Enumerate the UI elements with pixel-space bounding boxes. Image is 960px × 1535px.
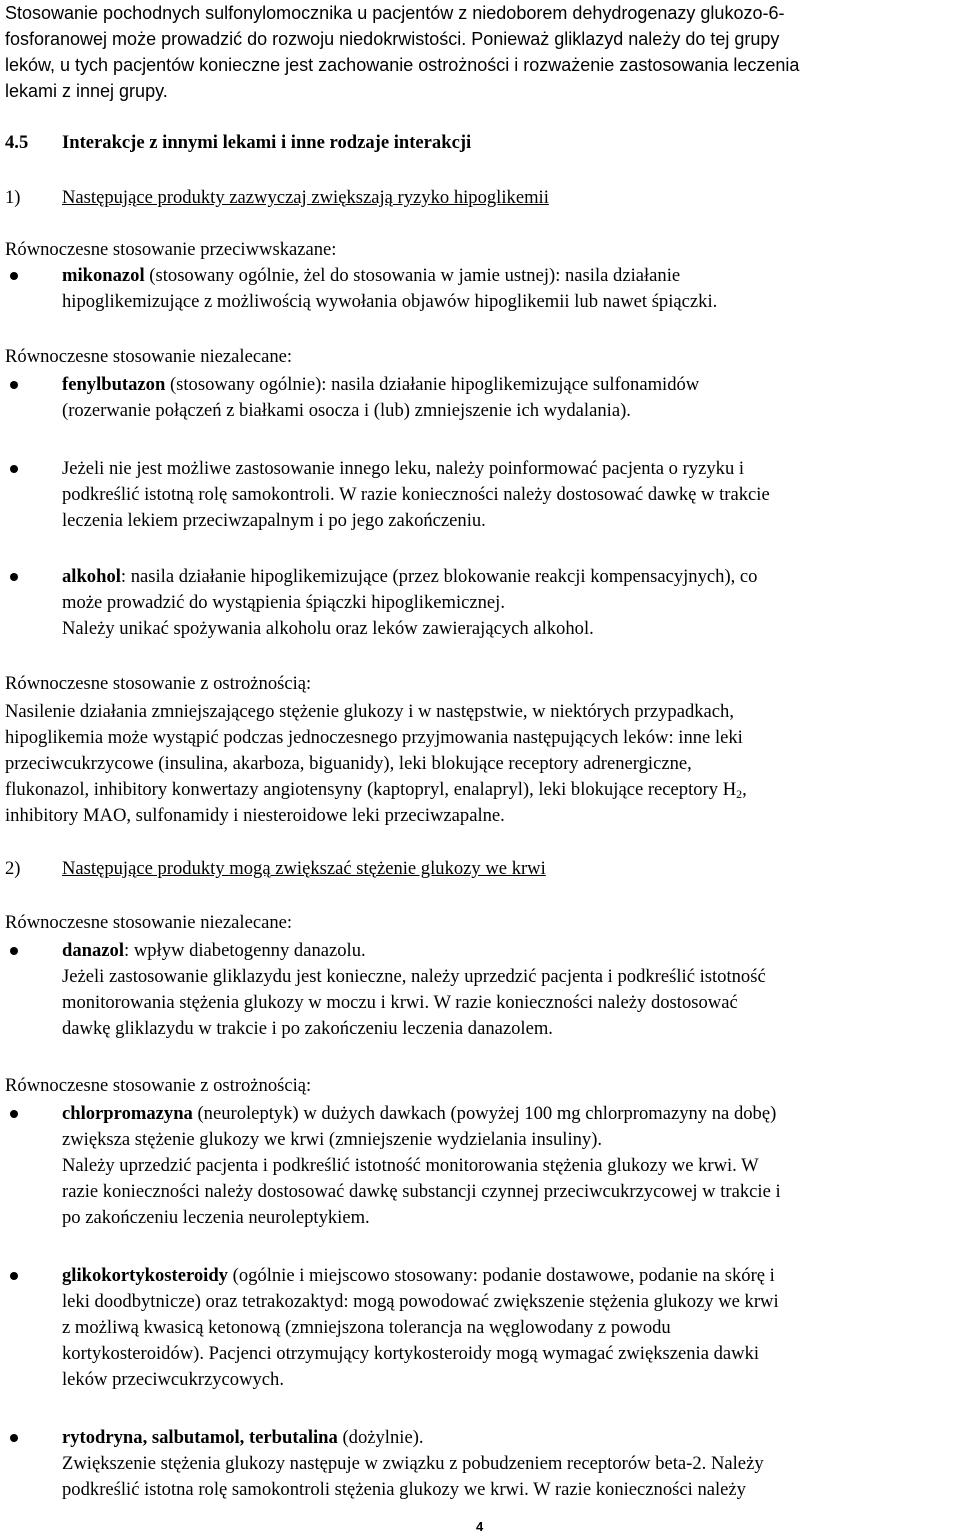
caution-label: Równoczesne stosowanie z ostrożnością: (5, 673, 312, 694)
intro-paragraph (5, 0, 960, 104)
item-text: (stosowany ogólnie): nasila działanie hipoglikemizujące sulfonamidów (165, 374, 700, 395)
list-item-glikokortykosteroidy (62, 1263, 957, 1393)
not-recommended-label-2: Równoczesne stosowanie niezalecane: (5, 912, 293, 933)
item-text: kortykosteroidów). Pacjenci otrzymujący kortykosteroidy mogą wymagać zwiększenia dawki (62, 1343, 760, 1364)
subscript: 2 (736, 787, 743, 801)
item-text: razie konieczności należy dostosować dawkę substancji czynnej przeciwcukrzycowej w trakcie i (62, 1181, 781, 1202)
item-text: : wpływ diabetogenny danazolu. (124, 940, 366, 961)
bullet-icon (10, 1272, 18, 1280)
paragraph-text: , (742, 779, 747, 800)
item-text: (rozerwanie połączeń z białkami osocza i (lub) zmniejszenie ich wydalania). (62, 400, 631, 421)
intro-line: leków, u tych pacjentów konieczne jest zachowanie ostrożności i rozważenie zastosowania leczenia (5, 55, 800, 75)
item-text: Jeżeli nie jest możliwe zastosowanie innego leku, należy poinformować pacjenta o ryzyku i (62, 458, 745, 479)
part2-number: 2) (5, 858, 21, 879)
paragraph-line: inhibitory MAO, sulfonamidy i niesteroidowe leki przeciwzapalne. (5, 805, 505, 826)
section-title: Interakcje z innymi lekami i inne rodzaje interakcji (62, 132, 472, 153)
bullet-icon (10, 947, 18, 955)
drug-name: chlorpromazyna (62, 1103, 193, 1124)
part1-heading (5, 185, 960, 211)
drug-name: fenylbutazon (62, 374, 166, 395)
page-number: 4 (476, 1519, 484, 1534)
drug-name: alkohol (62, 566, 121, 587)
not-recommended-label: Równoczesne stosowanie niezalecane: (5, 346, 293, 367)
list-item-chlorpromazyna (62, 1101, 957, 1231)
item-text: może prowadzić do wystąpienia śpiączki hipoglikemicznej. (62, 592, 505, 613)
section-number: 4.5 (5, 132, 29, 153)
item-text: monitorowania stężenia glukozy w moczu i krwi. W razie konieczności należy dostosować (62, 992, 738, 1013)
section-heading (5, 130, 960, 156)
item-text: Należy unikać spożywania alkoholu oraz leków zawierających alkohol. (62, 618, 594, 639)
part1-title: Następujące produkty zazwyczaj zwiększają ryzyko hipoglikemii (62, 187, 549, 208)
paragraph-text: flukonazol, inhibitory konwertazy angiotensyny (kaptopryl, enalapryl), leki blokujące receptory H (5, 779, 737, 800)
drug-name: mikonazol (62, 265, 145, 286)
list-item-rytodryna (62, 1425, 957, 1503)
item-text: hipoglikemizujące z możliwością wywołania objawów hipoglikemii lub nawet śpiączki. (62, 291, 718, 312)
item-text: po zakończeniu leczenia neuroleptykiem. (62, 1207, 370, 1228)
item-text: leki doodbytnicze) oraz tetrakozaktyd: mogą powodować zwiększenie stężenia glukozy we krwi (62, 1291, 779, 1312)
intro-line: fosforanowej może prowadzić do rozwoju niedokrwistości. Ponieważ gliklazyd należy do tej grupy (5, 29, 780, 49)
list-item-fenylbutazon (62, 372, 957, 424)
caution-label-2: Równoczesne stosowanie z ostrożnością: (5, 1075, 312, 1096)
bullet-icon (10, 1110, 18, 1118)
item-text: Zwiększenie stężenia glukozy następuje w związku z pobudzeniem receptorów beta-2. Należy (62, 1453, 764, 1474)
item-text: dawkę gliklazydu w trakcie i po zakończeniu leczenia danazolem. (62, 1018, 553, 1039)
intro-line: lekami z innej grupy. (5, 81, 168, 101)
bullet-icon (10, 381, 18, 389)
list-item-mikonazol (62, 263, 957, 315)
list-item-advice (62, 456, 957, 534)
list-item-alkohol (62, 564, 957, 642)
paragraph-line (5, 777, 955, 803)
item-text: (neuroleptyk) w dużych dawkach (powyżej 100 mg chlorpromazyny na dobę) (192, 1103, 777, 1124)
item-text: podkreślić istotna rolę samokontroli stężenia glukozy we krwi. W razie konieczności należy (62, 1479, 746, 1500)
bullet-icon (10, 573, 18, 581)
intro-line: Stosowanie pochodnych sulfonylomocznika u pacjentów z niedoborem dehydrogenazy glukozo-6- (5, 3, 785, 23)
item-text: (ogólnie i miejscowo stosowany: podanie dostawowe, podanie na skórę i (227, 1265, 775, 1286)
drug-name: danazol (62, 940, 124, 961)
list-item-danazol (62, 938, 957, 1042)
item-text: (stosowany ogólnie, żel do stosowania w jamie ustnej): nasila działanie (144, 265, 681, 286)
part2-heading (5, 856, 960, 882)
item-text: z możliwą kwasicą ketonową (zmniejszona tolerancja na węglowodany z powodu (62, 1317, 671, 1338)
item-text: (dożylnie). (337, 1427, 424, 1448)
paragraph-line: hipoglikemia może wystąpić podczas jednoczesnego przyjmowania następujących leków: inne leki (5, 727, 743, 748)
contraindicated-label: Równoczesne stosowanie przeciwwskazane: (5, 239, 337, 260)
caution-paragraph (5, 699, 955, 829)
item-text: leczenia lekiem przeciwzapalnym i po jego zakończeniu. (62, 510, 486, 531)
part2-title: Następujące produkty mogą zwiększać stężenie glukozy we krwi (62, 858, 546, 879)
drug-name: glikokortykosteroidy (62, 1265, 228, 1286)
item-text: : nasila działanie hipoglikemizujące (przez blokowanie reakcji kompensacyjnych), co (120, 566, 758, 587)
item-text: Należy uprzedzić pacjenta i podkreślić istotność monitorowania stężenia glukozy we krwi. W (62, 1155, 759, 1176)
item-text: podkreślić istotną rolę samokontroli. W razie konieczności należy dostosować dawkę w trakcie (62, 484, 770, 505)
bullet-icon (10, 465, 18, 473)
bullet-icon (10, 1434, 18, 1442)
paragraph-line: Nasilenie działania zmniejszającego stężenie glukozy i w następstwie, w niektórych przypadkach, (5, 701, 735, 722)
paragraph-line: przeciwcukrzycowe (insulina, akarboza, biguanidy), leki blokujące receptory adrenergiczne, (5, 753, 692, 774)
item-text: Jeżeli zastosowanie gliklazydu jest konieczne, należy uprzedzić pacjenta i podkreślić istotność (62, 966, 766, 987)
item-text: leków przeciwcukrzycowych. (62, 1369, 284, 1390)
bullet-icon (10, 272, 18, 280)
item-text: zwiększa stężenie glukozy we krwi (zmniejszenie wydzielania insuliny). (62, 1129, 603, 1150)
part1-number: 1) (5, 187, 21, 208)
drug-name: rytodryna, salbutamol, terbutalina (62, 1427, 338, 1448)
